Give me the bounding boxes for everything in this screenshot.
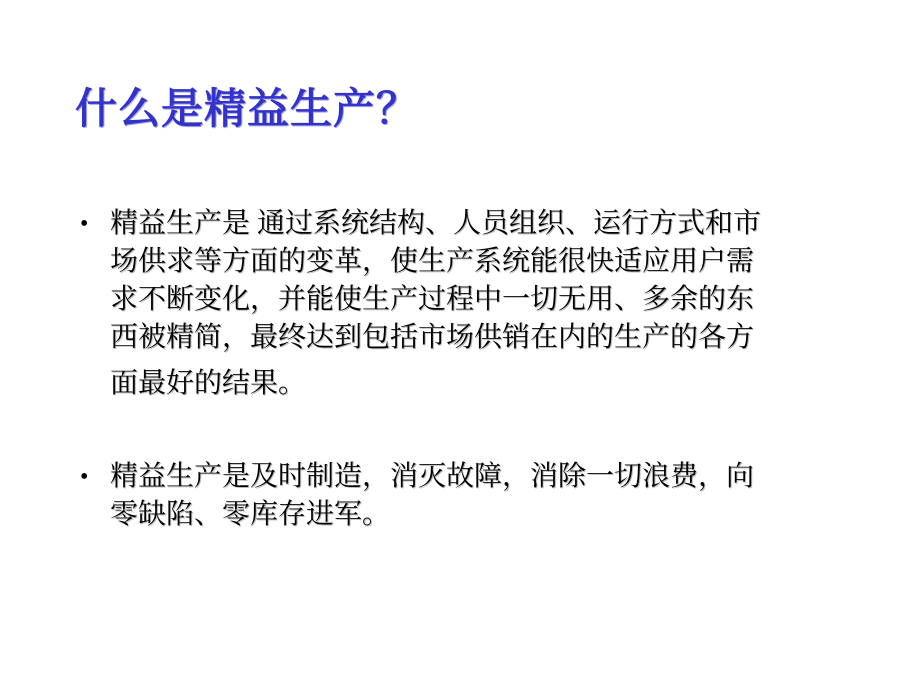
bullet-text-line: 精益生产是 通过系统结构、人员组织、运行方式和市 <box>110 208 762 239</box>
bullet-item <box>80 205 840 403</box>
bullet-item <box>80 458 840 534</box>
bullet-marker-icon: • <box>80 211 89 237</box>
slide-title: 什么是精益生产？ <box>75 85 420 132</box>
bullet-text-line: 场供求等方面的变革，使生产系统能很快适应用户需 <box>110 246 755 277</box>
bullet-text-line: 求不断变化，并能使生产过程中一切无用、多余的东 <box>110 284 755 315</box>
bullet-text-line: 零缺陷、零库存进军。 <box>110 499 391 530</box>
bullet-text-line: 面最好的结果。 <box>110 368 307 399</box>
bullet-marker-icon: • <box>80 464 89 490</box>
bullet-text <box>110 205 840 403</box>
bullet-text-line: 精益生产是及时制造，消灭故障，消除一切浪费，向 <box>110 461 755 492</box>
bullet-text <box>110 458 840 534</box>
bullet-text-line: 西被精简，最终达到包括市场供销在内的生产的各方 <box>110 322 755 353</box>
